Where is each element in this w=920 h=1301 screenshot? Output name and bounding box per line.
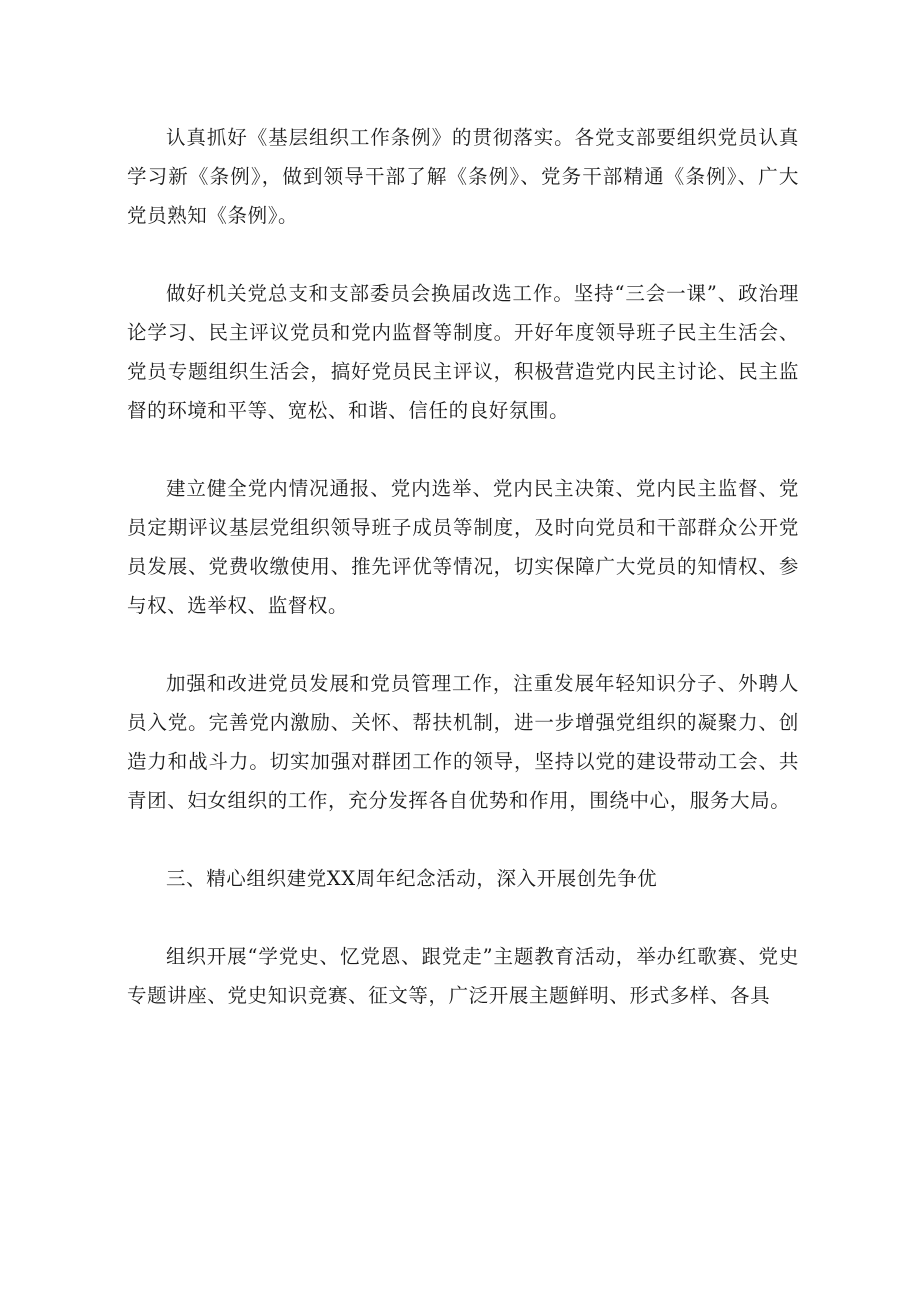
paragraph-theme-education: 组织开展“学党史、忆党恩、跟党走”主题教育活动，举办红歌赛、党史专题讲座、党史知识竞赛、征文等，广泛开展主题鲜明、形式多样、各具 — [127, 945, 799, 1007]
paragraph-member-development: 加强和改进党员发展和党员管理工作，注重发展年轻知识分子、外聘人员入党。完善党内激励、关怀、帮扶机制，进一步增强党组织的凝聚力、创造力和战斗力。切实加强对群团工作的领导，坚持以党的建设带动工会、共青团、妇女组织的工作，充分发挥各自优势和作用，围绕中心，服务大局。 — [127, 672, 799, 812]
section-heading-anniversary: 三、精心组织建党XX周年纪念活动，深入开展创先争优 — [166, 867, 658, 890]
paragraph-study-regulations: 认真抓好《基层组织工作条例》的贯彻落实。各党支部要组织党员认真学习新《条例》，做到领导干部了解《条例》、党务干部精通《条例》、广大党员熟知《条例》。 — [127, 126, 799, 227]
paragraph-party-democracy-system: 建立健全党内情况通报、党内选举、党内民主决策、党内民主监督、党员定期评议基层党组织领导班子成员等制度，及时向党员和干部群众公开党员发展、党费收缴使用、推先评优等情况，切实保障广大党员的知情权、参与权、选举权、监督权。 — [127, 477, 799, 617]
document-body — [127, 118, 799, 1054]
paragraph-branch-election: 做好机关党总支和支部委员会换届改选工作。坚持“三会一课”、政治理论学习、民主评议党员和党内监督等制度。开好年度领导班子民主生活会、党员专题组织生活会，搞好党员民主评议，积极营造党内民主讨论、民主监督的环境和平等、宽松、和谐、信任的良好氛围。 — [127, 282, 799, 422]
